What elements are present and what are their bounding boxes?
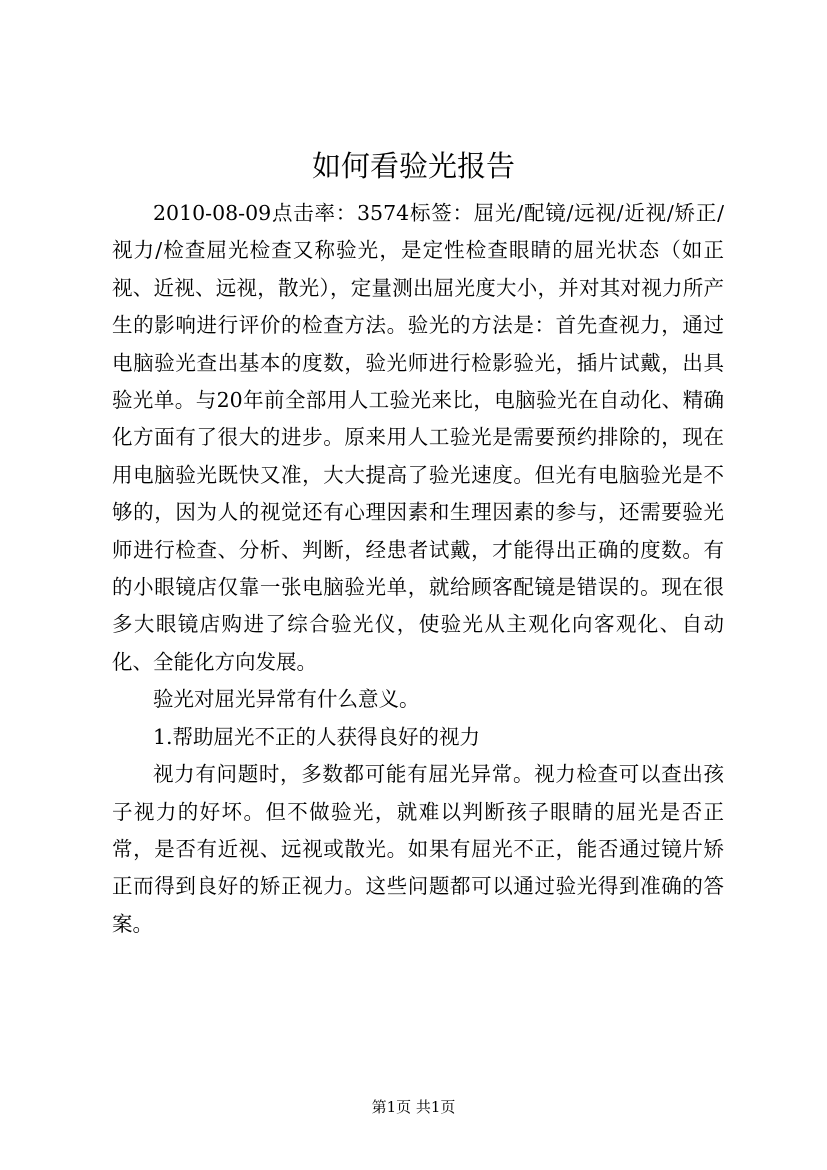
- page-number-footer: 第1页 共1页: [371, 1098, 456, 1116]
- document-body: [112, 195, 724, 943]
- paragraph-heading-1: 1.帮助屈光不正的人获得良好的视力: [153, 724, 481, 749]
- paragraph-detail: 视力有问题时，多数都可能有屈光异常。视力检查可以查出孩子视力的好坏。但不做验光，就难以判断孩子眼睛的屈光是否正常，是否有近视、远视或散光。如果有屈光不正，能否通过镜片矫正而得到良好的矫正视力。这些问题都可以通过验光得到准确的答案。: [112, 762, 724, 936]
- paragraph-intro: 2010-08-09点击率：3574标签：屈光/配镜/远视/近视/矫正/视力/检查屈光检查又称验光，是定性检查眼睛的屈光状态（如正视、近视、远视，散光），定量测出屈光度大小，并对其对视力所产生的影响进行评价的检查方法。验光的方法是：首先查视力，通过电脑验光查出基本的度数，验光师进行检影验光，插片试戴，出具验光单。与20年前全部用人工验光来比，电脑验光在自动化、精确化方面有了很大的进步。原来用人工验光是需要预约排除的，现在用电脑验光既快又准，大大提高了验光速度。但光有电脑验光是不够的，因为人的视觉还有心理因素和生理因素的参与，还需要验光师进行检查、分析、判断，经患者试戴，才能得出正确的度数。有的小眼镜店仅靠一张电脑验光单，就给顾客配镜是错误的。现在很多大眼镜店购进了综合验光仪，使验光从主观化向客观化、自动化、全能化方向发展。: [112, 201, 724, 674]
- paragraph-question: 验光对屈光异常有什么意义。: [153, 687, 420, 712]
- document-title: 如何看验光报告: [311, 149, 515, 183]
